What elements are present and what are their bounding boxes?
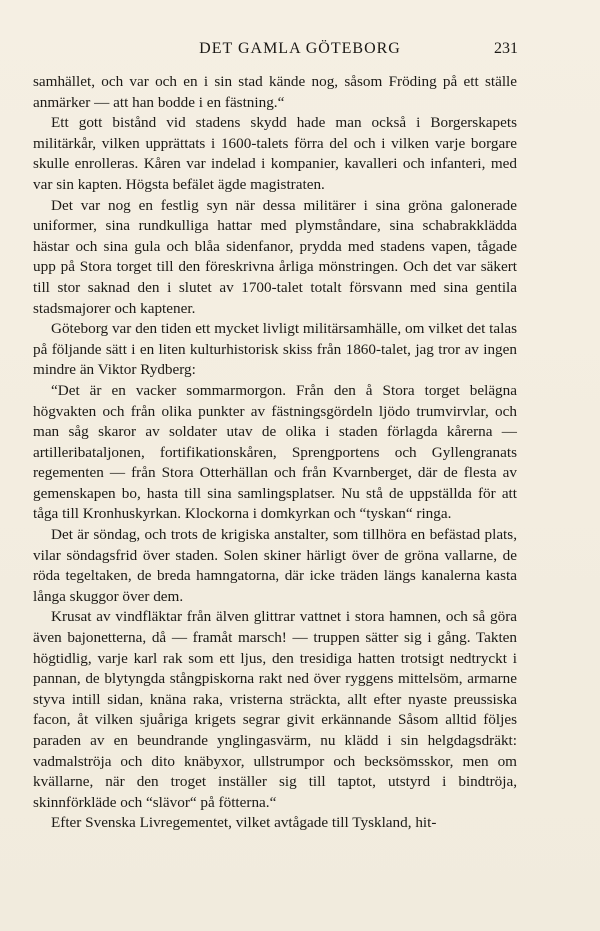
running-title: DET GAMLA GÖTEBORG	[199, 40, 401, 57]
paragraph: Det var nog en festlig syn när dessa militärer i sina gröna galonerade uniformer, sina rundkulliga hattar med plymståndare, sina schabrakklädda hästar och sina gula och blåa sidenfanor, prydda med stadens vapen, tågade upp på Stora torget till den föreskrivna årliga mönstringen. Och det var säkert till stor saknad den i slutet av 1700-talet totalt försvann med sina gentila stadsmajorer och kaptener.	[33, 196, 517, 317]
paragraph: Göteborg var den tiden ett mycket livligt militärsamhälle, om vilket det talas på följande sätt i en liten kulturhistorisk skiss från 1860-talet, jag tror av ingen mindre än Viktor Rydberg:	[33, 320, 517, 379]
paragraph: Ett gott bistånd vid stadens skydd hade man också i Borgerskapets militärkår, vilken upprättats i 1600-talets förra del och i vilken varje borgare skulle enrolleras. Kåren var indelad i kompanier, kavalleri och infanteri, med var sin kapten. Högsta befälet ägde magistraten.	[33, 114, 517, 193]
paragraph: Efter Svenska Livregementet, vilket avtågade till Tyskland, hit-	[51, 814, 437, 832]
paragraph: samhället, och var och en i sin stad kände nog, såsom Fröding på ett ställe anmärker — att han bodde i en fästning.“	[33, 73, 517, 111]
quote-paragraph: Det är söndag, och trots de krigiska anstalter, som tillhöra en befästad plats, vilar söndagsfrid över staden. Solen skiner härligt över de gröna vallarne, de röda tegeltaken, de breda hamngatorna, där icke träden längs kanalerna kasta långa skuggor över dem.	[33, 526, 517, 605]
page-number: 231	[494, 40, 518, 57]
quote-paragraph: “Det är en vacker sommarmorgon. Från den å Stora torget belägna högvakten och från olika punkter av fästningsgördeln ljödo trumvirvlar, och man såg skaror av soldater utav de olika i staden förlagda kårerna — artilleribataljonen, fortifikationskåren, Sprengportens och Gyllengranats regementen — från Stora Otterhällan och från Kvarnberget, där de flesta av gemenskapen bo, hasta till sina samlingsplatser. Nu stå de uppställda för att tåga till Kronhuskyrkan. Klockorna i domkyrkan och “tyskan“ ringa.	[33, 381, 517, 523]
page-header	[0, 39, 600, 63]
body-text	[33, 72, 517, 834]
quote-paragraph: Krusat av vindfläktar från älven glittrar vattnet i stora hamnen, och så göra även bajonetterna, då — framåt marsch! — truppen sätter sig i gång. Takten högtidlig, varje karl rak som ett ljus, den tresidiga hatten trotsigt nedtryckt i pannan, de blytyngda stångpiskorna rakt ned över ryggens mittelsöm, armarne styva intill sidan, knäna raka, vristerna sträckta, allt efter nyaste preussiska facon, åt vilken sjuåriga krigets segrar givit erkännande Såsom alltid följes paraden av en beundrande ynglingasvärm, nu klädd i sin helgdagsdräkt: vadmalströja och dito knäbyxor, ullstrumpor och becksömsskor, men om kvällarne, när den troget inställer sig till taptot, utstyrd i bindtröja, skinnförkläde och “slävor“ på fötterna.“	[33, 608, 517, 811]
